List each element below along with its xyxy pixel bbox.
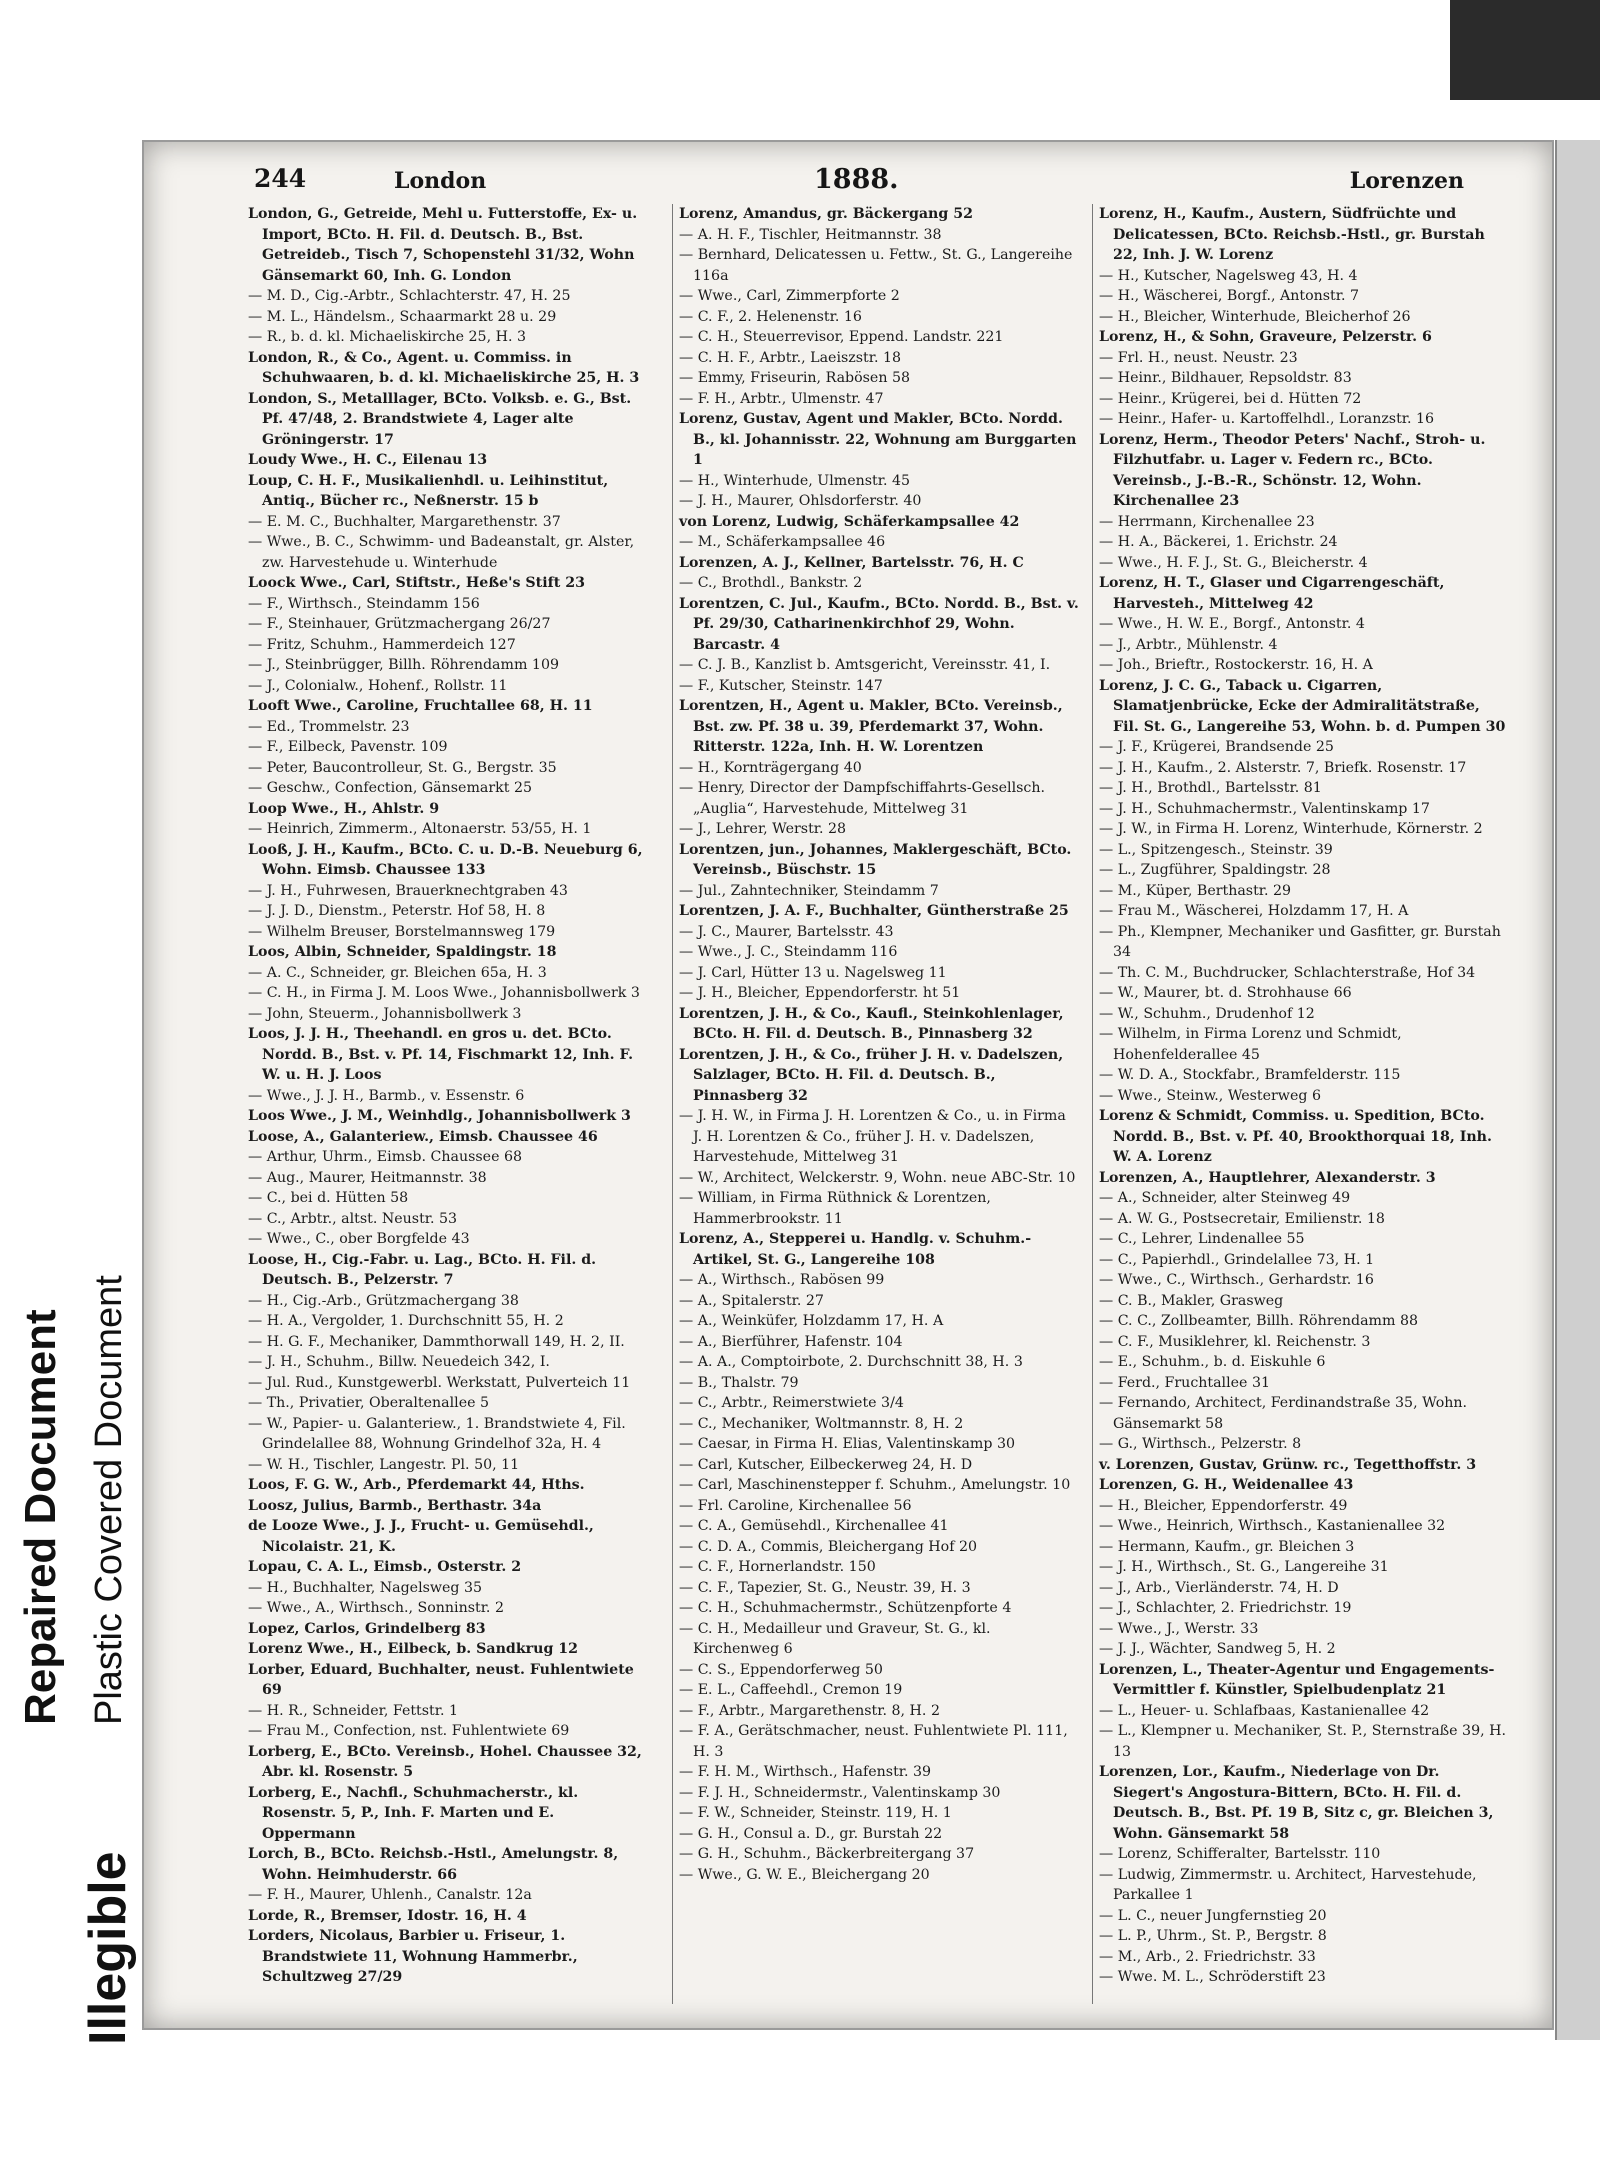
- directory-entry: — Arthur, Uhrm., Eimsb. Chaussee 68: [248, 1149, 523, 1165]
- directory-entry: — H., Winterhude, Ulmenstr. 45: [679, 472, 911, 489]
- directory-entry: — Wwe., H. F. J., St. G., Bleicherstr. 4: [1099, 554, 1368, 571]
- directory-entry: — J. H., Fuhrwesen, Brauerknechtgraben 43: [248, 882, 568, 899]
- directory-entry: — Heinr., Hafer- u. Kartoffelhdl., Loranzstr. 16: [1099, 411, 1435, 427]
- directory-entry: de Looze Wwe., J. J., Frucht- u. Gemüsehdl., Nicolaistr. 21, K.: [248, 1518, 594, 1555]
- directory-entry: Lorentzen, C. Jul., Kaufm., BCto. Nordd. B., Bst. v. Pf. 29/30, Catharinenkirchhof 29, Wohn. Barcastr. 4: [679, 595, 1079, 653]
- directory-entry: — C. F., Tapezier, St. G., Neustr. 39, H. 3: [679, 1579, 971, 1596]
- directory-entry: — Carl, Maschinenstepper f. Schuhm., Amelungstr. 10: [679, 1477, 1071, 1493]
- directory-entry: — C. F., Hornerlandstr. 150: [679, 1559, 876, 1575]
- directory-entry: Loosz, Julius, Barmb., Berthastr. 34a: [248, 1497, 542, 1514]
- directory-entry: — J., Steinbrügger, Billh. Röhrendamm 109: [248, 657, 560, 673]
- directory-entry: — C. H. F., Arbtr., Laeiszstr. 18: [679, 349, 902, 366]
- directory-entry: — Fritz, Schuhm., Hammerdeich 127: [248, 636, 516, 653]
- directory-entry: — Wwe., Carl, Zimmerpforte 2: [679, 288, 900, 304]
- directory-entry: — Fernando, Architect, Ferdinandstraße 35, Wohn. Gänsemarkt 58: [1099, 1395, 1468, 1432]
- directory-entry: — Wwe., G. W. E., Bleichergang 20: [679, 1866, 930, 1883]
- directory-entry: Lorenzen, Lor., Kaufm., Niederlage von Dr. Siegert's Angostura-Bittern, BCto. H. Fil. d. Deutsch. B., Bst. Pf. 19 B, Sitz c, gr. Bleichen 3, Wohn. Gänsemarkt 58: [1099, 1764, 1494, 1842]
- directory-entry: — J. H., Kaufm., 2. Alsterstr. 7, Briefk. Rosenstr. 17: [1099, 759, 1467, 776]
- directory-entry: — J., Arb., Vierländerstr. 74, H. D: [1099, 1579, 1339, 1596]
- directory-entry: — H. R., Schneider, Fettstr. 1: [248, 1702, 459, 1719]
- directory-entry: — F., Eilbeck, Pavenstr. 109: [248, 739, 448, 755]
- directory-entry: Lorders, Nicolaus, Barbier u. Friseur, 1. Brandstwiete 11, Wohnung Hammerbr., Schultzweg 27/29: [248, 1928, 578, 1985]
- directory-entry: — J. F., Krügerei, Brandsende 25: [1099, 739, 1334, 755]
- directory-entry: Loos, J. J. H., Theehandl. en gros u. det. BCto. Nordd. B., Bst. v. Pf. 14, Fischmarkt 12, Inh. F. W. u. H. J. Loos: [248, 1026, 634, 1083]
- directory-entry: — L., Heuer- u. Schlafbaas, Kastanienallee 42: [1099, 1702, 1430, 1719]
- directory-entry: — E. L., Caffeehdl., Cremon 19: [679, 1682, 903, 1698]
- directory-entry: — Wilhelm, in Firma Lorenz und Schmidt, Hohenfelderallee 45: [1099, 1026, 1402, 1063]
- directory-entry: — H., Kornträgergang 40: [679, 759, 862, 776]
- directory-entry: — A., Spitalerstr. 27: [679, 1292, 824, 1309]
- directory-entry: — H. A., Vergolder, 1. Durchschnitt 55, H. 2: [248, 1313, 564, 1329]
- directory-entry: Lorentzen, J. H., & Co., Kaufl., Steinkohlenlager, BCto. H. Fil. d. Deutsch. B., Pinnasberg 32: [679, 1005, 1064, 1042]
- directory-entry: London, G., Getreide, Mehl u. Futterstoffe, Ex- u. Import, BCto. H. Fil. d. Deutsch. B., Bst. Getreideb., Tisch 7, Schopenstehl 31/32, Wohn Gänsemarkt 60, Inh. G. London: [248, 206, 638, 284]
- directory-entry: Lorenz, J. C. G., Taback u. Cigarren, Slamatjenbrücke, Ecke der Admiralitätstraße, Fil. St. G., Langereihe 53, Wohn. b. d. Pumpen 30: [1099, 677, 1506, 735]
- directory-entry: — Ferd., Fruchtallee 31: [1099, 1374, 1270, 1391]
- repaired-label: Repaired Document: [16, 1309, 65, 1725]
- directory-entry: — Lorenz, Schifferalter, Bartelsstr. 110: [1099, 1846, 1381, 1862]
- directory-entry: — Jul. Rud., Kunstgewerbl. Werkstatt, Pulverteich 11: [248, 1374, 631, 1391]
- directory-entry: Loop Wwe., H., Ahlstr. 9: [248, 800, 440, 817]
- directory-entry: — A., Wirthsch., Rabösen 99: [679, 1272, 885, 1288]
- directory-entry: — A., Bierführer, Hafenstr. 104: [679, 1333, 903, 1350]
- directory-entry: — F. W., Schneider, Steinstr. 119, H. 1: [679, 1805, 952, 1821]
- directory-entry: — M., Arb., 2. Friedrichstr. 33: [1099, 1948, 1316, 1965]
- directory-entry: — W., Papier- u. Galanteriew., 1. Brandstwiete 4, Fil. Grindelallee 88, Wohnung Grindelhof 32a, H. 4: [248, 1415, 626, 1452]
- column-3: [1092, 204, 1509, 2004]
- directory-entry: — F. H., Maurer, Uhlenh., Canalstr. 12a: [248, 1887, 532, 1903]
- directory-entry: Lorberg, E., BCto. Vereinsb., Hohel. Chaussee 32, Abr. kl. Rosenstr. 5: [248, 1743, 642, 1780]
- directory-entry: — Jul., Zahntechniker, Steindamm 7: [679, 882, 939, 899]
- directory-entry: Loos, F. G. W., Arb., Pferdemarkt 44, Hths.: [248, 1477, 585, 1493]
- directory-entry: — M., Küper, Berthastr. 29: [1099, 882, 1292, 899]
- directory-entry: Lorenz Wwe., H., Eilbeck, b. Sandkrug 12: [248, 1641, 579, 1657]
- directory-entry: — Ph., Klempner, Mechaniker und Gasfitter, gr. Burstah 34: [1099, 923, 1501, 960]
- page-binding: [1555, 140, 1600, 2040]
- directory-entry: Lorenzen, A., Hauptlehrer, Alexanderstr. 3: [1099, 1169, 1436, 1186]
- column-2: [672, 204, 1079, 2004]
- directory-entry: — Geschw., Confection, Gänsemarkt 25: [248, 780, 533, 796]
- directory-entry: — Frau M., Wäscherei, Holzdamm 17, H. A: [1099, 903, 1409, 919]
- directory-entry: Lorenz & Schmidt, Commiss. u. Spedition, BCto. Nordd. B., Bst. v. Pf. 40, Brookthorquai 18, Inh. W. A. Lorenz: [1099, 1108, 1492, 1165]
- directory-entry: — H., Buchhalter, Nagelsweg 35: [248, 1579, 483, 1596]
- header-year: 1888.: [814, 164, 899, 195]
- directory-entry: — C. F., Musiklehrer, kl. Reichenstr. 3: [1099, 1333, 1371, 1350]
- directory-entry: — F. A., Gerätschmacher, neust. Fuhlentwiete Pl. 111, H. 3: [679, 1723, 1068, 1760]
- directory-entry: — J. Carl, Hütter 13 u. Nagelsweg 11: [679, 964, 947, 981]
- directory-entry: — Wwe., Steinw., Westerweg 6: [1099, 1087, 1321, 1104]
- directory-entry: — H., Bleicher, Winterhude, Bleicherhof 26: [1099, 308, 1411, 325]
- directory-entry: — C. H., Steuerrevisor, Eppend. Landstr. 221: [679, 329, 1004, 345]
- directory-entry: — J. H. W., in Firma J. H. Lorentzen & Co., u. in Firma J. H. Lorentzen & Co., früher J. H. v. Dadelszen, Harvestehude, Mittelweg 31: [679, 1108, 1066, 1165]
- directory-entry: — J. C., Maurer, Bartelsstr. 43: [679, 923, 894, 940]
- directory-entry: — J. J. D., Dienstm., Peterstr. Hof 58, H. 8: [248, 903, 546, 919]
- directory-entry: Lorde, R., Bremser, Idostr. 16, H. 4: [248, 1907, 527, 1924]
- directory-entry: — Frl. Caroline, Kirchenallee 56: [679, 1497, 912, 1514]
- plastic-label: Plastic Covered Document: [88, 1275, 130, 1725]
- directory-entry: — Hermann, Kaufm., gr. Bleichen 3: [1099, 1538, 1355, 1555]
- directory-entry: — Heinr., Bildhauer, Repsoldstr. 83: [1099, 370, 1352, 386]
- directory-entry: v. Lorenzen, Gustav, Grünw. rc., Tegetthoffstr. 3: [1099, 1456, 1477, 1473]
- directory-entry: — H., Bleicher, Eppendorferstr. 49: [1099, 1497, 1348, 1514]
- directory-entry: — L., Zugführer, Spaldingstr. 28: [1099, 862, 1331, 878]
- directory-entry: — F., Wirthsch., Steindamm 156: [248, 595, 480, 612]
- directory-entry: — Frl. H., neust. Neustr. 23: [1099, 349, 1298, 366]
- directory-entry: — F. H. M., Wirthsch., Hafenstr. 39: [679, 1764, 932, 1780]
- directory-entry: — C. D. A., Commis, Bleichergang Hof 20: [679, 1538, 978, 1555]
- directory-entry: — E. M. C., Buchhalter, Margarethenstr. 37: [248, 513, 561, 530]
- header-range: Lorenzen: [1349, 168, 1464, 194]
- directory-entry: Loudy Wwe., H. C., Eilenau 13: [248, 452, 488, 468]
- directory-entry: — J., Schlachter, 2. Friedrichstr. 19: [1099, 1600, 1352, 1616]
- directory-entry: — Peter, Baucontrolleur, St. G., Bergstr. 35: [248, 759, 557, 776]
- directory-entry: — Wwe., Heinrich, Wirthsch., Kastanienallee 32: [1099, 1518, 1446, 1534]
- directory-entry: — A. H. F., Tischler, Heitmannstr. 38: [679, 226, 942, 243]
- document-page: [142, 140, 1554, 2030]
- directory-entry: Lorentzen, H., Agent u. Makler, BCto. Vereinsb., Bst. zw. Pf. 38 u. 39, Pferdemarkt 37, Wohn. Ritterstr. 122a, Inh. H. W. Lorentzen: [679, 698, 1063, 755]
- directory-entry: Lopez, Carlos, Grindelberg 83: [248, 1620, 486, 1637]
- directory-entry: — B., Thalstr. 79: [679, 1374, 799, 1391]
- directory-entry: — L., Spitzengesch., Steinstr. 39: [1099, 841, 1333, 858]
- directory-entry: — G. H., Schuhm., Bäckerbreitergang 37: [679, 1846, 975, 1862]
- directory-entry: — J., Arbtr., Mühlenstr. 4: [1099, 636, 1278, 653]
- directory-entry: Loos, Albin, Schneider, Spaldingstr. 18: [248, 944, 557, 960]
- directory-entry: — J. J., Wächter, Sandweg 5, H. 2: [1099, 1641, 1336, 1657]
- directory-entry: Lorch, B., BCto. Reichsb.-Hstl., Amelungstr. 8, Wohn. Heimhuderstr. 66: [248, 1846, 619, 1883]
- directory-entry: — L. C., neuer Jungfernstieg 20: [1099, 1907, 1327, 1924]
- directory-entry: — H. A., Bäckerei, 1. Erichstr. 24: [1099, 534, 1338, 550]
- directory-entry: — William, in Firma Rüthnick & Lorentzen, Hammerbrookstr. 11: [679, 1190, 991, 1227]
- directory-entry: — W. D. A., Stockfabr., Bramfelderstr. 115: [1099, 1067, 1401, 1083]
- directory-entry: Looft Wwe., Caroline, Fruchtallee 68, H. 11: [248, 698, 593, 714]
- directory-entry: — C. B., Makler, Grasweg: [1099, 1292, 1284, 1309]
- directory-entry: — C., Papierhdl., Grindelallee 73, H. 1: [1099, 1251, 1375, 1268]
- directory-entry: — Wwe., J., Werstr. 33: [1099, 1620, 1259, 1637]
- page-number: 244: [254, 164, 307, 193]
- directory-entry: — C. C., Zollbeamter, Billh. Röhrendamm 88: [1099, 1313, 1419, 1329]
- directory-entry: — C., Brothdl., Bankstr. 2: [679, 575, 863, 591]
- directory-entry: — Carl, Kutscher, Eilbeckerweg 24, H. D: [679, 1456, 973, 1473]
- directory-entry: — Wwe., C., ober Borgfelde 43: [248, 1231, 470, 1247]
- directory-entry: — Th., Privatier, Oberaltenallee 5: [248, 1395, 490, 1411]
- directory-entry: — Joh., Brieftr., Rostockerstr. 16, H. A: [1099, 657, 1373, 673]
- directory-entry: — Wilhelm Breuser, Borstelmannsweg 179: [248, 923, 556, 940]
- directory-entry: — G. H., Consul a. D., gr. Burstah 22: [679, 1825, 943, 1842]
- directory-entry: Looß, J. H., Kaufm., BCto. C. u. D.-B. Neueburg 6, Wohn. Eimsb. Chaussee 133: [248, 841, 643, 878]
- directory-entry: — W., Architect, Welckerstr. 9, Wohn. neue ABC-Str. 10: [679, 1169, 1076, 1186]
- directory-entry: — C., Arbtr., Reimerstwiete 3/4: [679, 1395, 904, 1411]
- directory-entry: Lorenz, H., & Sohn, Graveure, Pelzerstr. 6: [1099, 329, 1432, 345]
- directory-entry: — W. H., Tischler, Langestr. Pl. 50, 11: [248, 1456, 520, 1473]
- directory-entry: — L. P., Uhrm., St. P., Bergstr. 8: [1099, 1928, 1327, 1944]
- directory-entry: — F., Kutscher, Steinstr. 147: [679, 677, 883, 694]
- top-margin: [0, 0, 1600, 95]
- directory-entry: — H., Wäscherei, Borgf., Antonstr. 7: [1099, 288, 1360, 304]
- scan-edge: [1450, 0, 1600, 100]
- directory-entry: Loos Wwe., J. M., Weinhdlg., Johannisbollwerk 3: [248, 1108, 631, 1124]
- directory-entry: Lorenzen, L., Theater-Agentur und Engagements-Vermittler f. Künstler, Spielbudenplatz 21: [1099, 1661, 1495, 1698]
- directory-entry: — Th. C. M., Buchdrucker, Schlachterstraße, Hof 34: [1099, 964, 1476, 981]
- header-place: London: [394, 168, 487, 194]
- directory-entry: Lorentzen, J. H., & Co., früher J. H. v. Dadelszen, Salzlager, BCto. H. Fil. d. Deutsch. B., Pinnasberg 32: [679, 1046, 1064, 1104]
- directory-entry: — A., Weinküfer, Holzdamm 17, H. A: [679, 1313, 944, 1329]
- directory-entry: — W., Schuhm., Drudenhof 12: [1099, 1005, 1315, 1022]
- page-header: [254, 164, 1464, 204]
- directory-entry: — Emmy, Friseurin, Rabösen 58: [679, 370, 911, 386]
- directory-entry: — Wwe., H. W. E., Borgf., Antonstr. 4: [1099, 616, 1365, 632]
- directory-entry: — Wwe., J. J. H., Barmb., v. Essenstr. 6: [248, 1087, 525, 1104]
- directory-entry: — F., Steinhauer, Grützmachergang 26/27: [248, 616, 551, 632]
- directory-entry: — H., Kutscher, Nagelsweg 43, H. 4: [1099, 267, 1358, 284]
- directory-entry: — J., Colonialw., Hohenf., Rollstr. 11: [248, 677, 508, 694]
- directory-entry: — C. F., 2. Helenenstr. 16: [679, 308, 862, 325]
- directory-entry: London, S., Metalllager, BCto. Volksb. e. G., Bst. Pf. 47/48, 2. Brandstwiete 4, Lager alte Gröningerstr. 17: [248, 390, 632, 448]
- directory-entry: Lorenz, H. T., Glaser und Cigarrengeschäft, Harvesteh., Mittelweg 42: [1099, 575, 1445, 612]
- directory-entry: Lorenz, H., Kaufm., Austern, Südfrüchte und Delicatessen, BCto. Reichsb.-Hstl., gr. Burstah 22, Inh. J. W. Lorenz: [1099, 206, 1485, 263]
- directory-entry: — A. A., Comptoirbote, 2. Durchschnitt 38, H. 3: [679, 1354, 1023, 1370]
- directory-entry: — Heinr., Krügerei, bei d. Hütten 72: [1099, 390, 1362, 407]
- directory-entry: — M. L., Händelsm., Schaarmarkt 28 u. 29: [248, 308, 557, 325]
- directory-entry: — C. H., Schuhmachermstr., Schützenpforte 4: [679, 1600, 1012, 1616]
- directory-entry: Lorenzen, A. J., Kellner, Bartelsstr. 76, H. C: [679, 554, 1024, 571]
- directory-entry: — Wwe., B. C., Schwimm- und Badeanstalt, gr. Alster, zw. Harvestehude u. Winterhude: [248, 534, 635, 571]
- directory-entry: Lorenz, Amandus, gr. Bäckergang 52: [679, 206, 973, 222]
- directory-entry: — C., Arbtr., altst. Neustr. 53: [248, 1210, 458, 1227]
- directory-entry: Loose, H., Cig.-Fabr. u. Lag., BCto. H. Fil. d. Deutsch. B., Pelzerstr. 7: [248, 1251, 597, 1288]
- directory-entry: Loock Wwe., Carl, Stiftstr., Heße's Stift 23: [248, 575, 585, 591]
- directory-entry: Lorenzen, G. H., Weidenallee 43: [1099, 1477, 1354, 1493]
- directory-entry: — J., Lehrer, Werstr. 28: [679, 821, 847, 837]
- directory-entry: — Wwe., J. C., Steindamm 116: [679, 944, 898, 960]
- directory-entry: — Heinrich, Zimmerm., Altonaerstr. 53/55, H. 1: [248, 821, 592, 837]
- directory-entry: — John, Steuerm., Johannisbollwerk 3: [248, 1005, 522, 1022]
- directory-entry: — Wwe. M. L., Schröderstift 23: [1099, 1969, 1326, 1985]
- directory-entry: — J. H., Maurer, Ohlsdorferstr. 40: [679, 493, 922, 509]
- directory-entry: — Aug., Maurer, Heitmannstr. 38: [248, 1169, 487, 1186]
- directory-entry: — Herrmann, Kirchenallee 23: [1099, 513, 1315, 530]
- directory-entry: — C., Mechaniker, Woltmannstr. 8, H. 2: [679, 1415, 964, 1432]
- directory-entry: — A., Schneider, alter Steinweg 49: [1099, 1190, 1351, 1206]
- directory-entry: — E., Schuhm., b. d. Eiskuhle 6: [1099, 1354, 1326, 1370]
- directory-entry: — W., Maurer, bt. d. Strohhause 66: [1099, 985, 1352, 1001]
- directory-entry: Lorentzen, jun., Johannes, Maklergeschäft, BCto. Vereinsb., Büschstr. 15: [679, 841, 1072, 878]
- directory-entry: Lorberg, E., Nachfl., Schuhmacherstr., kl. Rosenstr. 5, P., Inh. F. Marten und E. Oppermann: [248, 1784, 579, 1842]
- directory-entry: Lorenz, A., Stepperei u. Handlg. v. Schuhm.-Artikel, St. G., Langereihe 108: [679, 1231, 1032, 1268]
- directory-entry: Lorenz, Gustav, Agent und Makler, BCto. Nordd. B., kl. Johannisstr. 22, Wohnung am Burggarten 1: [679, 411, 1077, 468]
- directory-entry: — J. H., Bleicher, Eppendorferstr. ht 51: [679, 985, 961, 1001]
- directory-entry: — J. H., Wirthsch., St. G., Langereihe 31: [1099, 1559, 1389, 1575]
- column-1: [248, 204, 648, 2004]
- directory-entry: — M. D., Cig.-Arbtr., Schlachterstr. 47, H. 25: [248, 288, 571, 304]
- directory-entry: — C. J. B., Kanzlist b. Amtsgericht, Vereinsstr. 41, I.: [679, 657, 1051, 673]
- directory-entry: — Wwe., C., Wirthsch., Gerhardstr. 16: [1099, 1272, 1374, 1288]
- directory-entry: — L., Klempner u. Mechaniker, St. P., Sternstraße 39, H. 13: [1099, 1723, 1507, 1760]
- directory-entry: — J. H., Schuhmachermstr., Valentinskamp 17: [1099, 800, 1430, 817]
- directory-entry: — Henry, Director der Dampfschiffahrts-Gesellsch. „Auglia“, Harvestehude, Mittelweg 31: [679, 780, 1045, 817]
- directory-entry: — C. H., in Firma J. M. Loos Wwe., Johannisbollwerk 3: [248, 985, 640, 1001]
- directory-entry: — A. C., Schneider, gr. Bleichen 65a, H. 3: [248, 964, 547, 981]
- directory-entry: — Ed., Trommelstr. 23: [248, 718, 410, 735]
- directory-entry: London, R., & Co., Agent. u. Commiss. in Schuhwaaren, b. d. kl. Michaeliskirche 25, H. 3: [248, 349, 640, 386]
- directory-entry: Lorenz, Herm., Theodor Peters' Nachf., Stroh- u. Filzhutfabr. u. Lager v. Federn rc., BCto. Vereinsb., J.-B.-R., Schönstr. 12, Wohn. Kirchenallee 23: [1099, 431, 1486, 509]
- directory-entry: — F., Arbtr., Margarethenstr. 8, H. 2: [679, 1702, 940, 1719]
- directory-entry: — J. H., Brothdl., Bartelsstr. 81: [1099, 780, 1322, 796]
- directory-entry: Lorentzen, J. A. F., Buchhalter, Güntherstraße 25: [679, 903, 1069, 919]
- directory-entry: — F. J. H., Schneidermstr., Valentinskamp 30: [679, 1784, 1001, 1801]
- directory-entry: — M., Schäferkampsallee 46: [679, 534, 886, 550]
- directory-entry: Lorber, Eduard, Buchhalter, neust. Fuhlentwiete 69: [248, 1661, 634, 1698]
- directory-entry: — Frau M., Confection, nst. Fuhlentwiete 69: [248, 1723, 570, 1739]
- illegible-label: Illegible: [79, 1851, 137, 2045]
- directory-entry: — C. S., Eppendorferweg 50: [679, 1661, 883, 1678]
- directory-entry: — C., bei d. Hütten 58: [248, 1190, 409, 1206]
- directory-entry: — J. W., in Firma H. Lorenz, Winterhude, Körnerstr. 2: [1099, 821, 1483, 837]
- directory-entry: — C. A., Gemüsehdl., Kirchenallee 41: [679, 1518, 949, 1534]
- directory-entry: — G., Wirthsch., Pelzerstr. 8: [1099, 1436, 1302, 1452]
- directory-entry: — H. G. F., Mechaniker, Dammthorwall 149, H. 2, II.: [248, 1333, 625, 1350]
- directory-entry: — H., Cig.-Arb., Grützmachergang 38: [248, 1292, 519, 1309]
- directory-entry: — Bernhard, Delicatessen u. Fettw., St. G., Langereihe 116a: [679, 247, 1073, 284]
- directory-entry: — Ludwig, Zimmermstr. u. Architect, Harvestehude, Parkallee 1: [1099, 1866, 1477, 1903]
- directory-entry: — J. H., Schuhm., Billw. Neuedeich 342, I.: [248, 1354, 550, 1370]
- directory-entry: — C. H., Medailleur und Graveur, St. G., kl. Kirchenweg 6: [679, 1620, 991, 1657]
- directory-entry: — F. H., Arbtr., Ulmenstr. 47: [679, 390, 884, 407]
- directory-entry: Loose, A., Galanteriew., Eimsb. Chaussee 46: [248, 1128, 598, 1145]
- directory-entry: — R., b. d. kl. Michaeliskirche 25, H. 3: [248, 329, 527, 345]
- directory-entry: — C., Lehrer, Lindenallee 55: [1099, 1231, 1305, 1247]
- directory-entry: von Lorenz, Ludwig, Schäferkampsallee 42: [679, 513, 1020, 530]
- directory-entry: — A. W. G., Postsecretair, Emilienstr. 18: [1099, 1210, 1385, 1227]
- directory-entry: — Wwe., A., Wirthsch., Sonninstr. 2: [248, 1600, 504, 1616]
- directory-entry: Loup, C. H. F., Musikalienhdl. u. Leihinstitut, Antiq., Bücher rc., Neßnerstr. 15 b: [248, 472, 609, 509]
- directory-entry: Lopau, C. A. L., Eimsb., Osterstr. 2: [248, 1559, 522, 1575]
- directory-entry: — Caesar, in Firma H. Elias, Valentinskamp 30: [679, 1436, 1016, 1452]
